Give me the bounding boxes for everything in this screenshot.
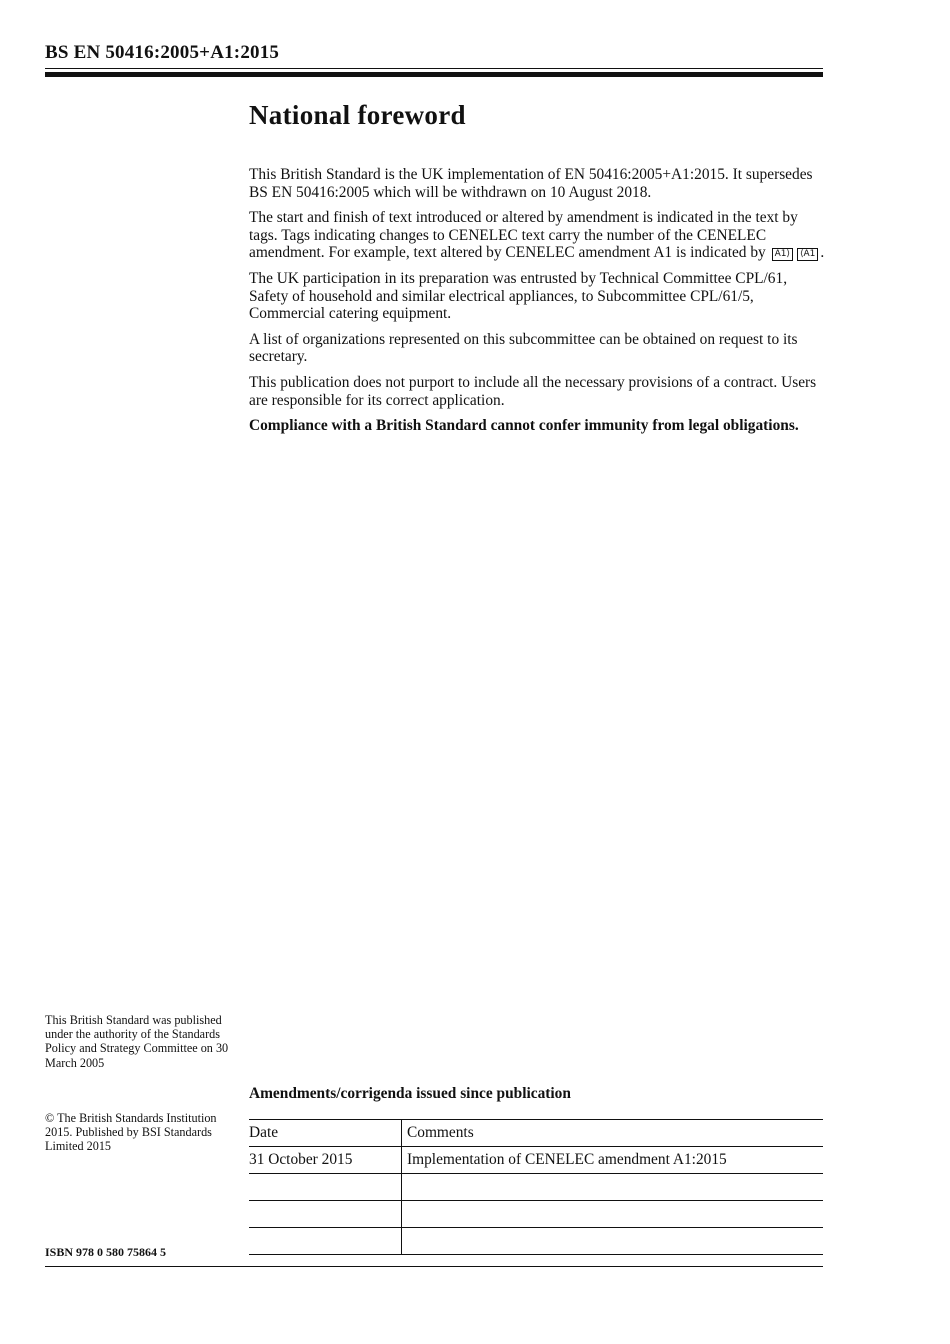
amendment-date xyxy=(249,1228,402,1255)
paragraph-committee: The UK participation in its preparation was entrusted by Technical Committee CPL/61, Safety of household and similar electrical appliances, to Subcommittee CPL/61/5, Commercial catering equipment. xyxy=(249,269,788,323)
footer-rule xyxy=(45,1266,823,1267)
amendment-comment xyxy=(402,1174,824,1201)
table-row xyxy=(249,1228,823,1255)
column-header-comments: Comments xyxy=(402,1120,824,1147)
column-header-date: Date xyxy=(249,1120,402,1147)
amendment-close-tag: ⟨A1 xyxy=(797,248,818,261)
table-row xyxy=(249,1174,823,1201)
page-title: National foreword xyxy=(249,100,466,130)
paragraph-amendment-tags-end: . xyxy=(820,244,825,262)
amendments-table xyxy=(249,1119,823,1255)
table-row xyxy=(249,1201,823,1228)
header-rule-thick xyxy=(45,72,823,77)
paragraph-compliance: Compliance with a British Standard cannot confer immunity from legal obligations. xyxy=(249,417,799,435)
copyright-note: © The British Standards Institution 2015. Published by BSI Standards Limited 2015 xyxy=(45,1111,217,1154)
amendment-date xyxy=(249,1201,402,1228)
amendment-date: 31 October 2015 xyxy=(249,1147,402,1174)
paragraph-organizations: A list of organizations represented on this subcommittee can be obtained on request to its secretary. xyxy=(249,330,798,366)
table-row xyxy=(249,1147,823,1174)
paragraph-amendment-tags xyxy=(249,209,829,262)
amendments-heading: Amendments/corrigenda issued since publication xyxy=(249,1085,571,1102)
table-header-row xyxy=(249,1120,823,1147)
amendment-comment xyxy=(402,1228,824,1255)
isbn: ISBN 978 0 580 75864 5 xyxy=(45,1245,167,1259)
publication-note: This British Standard was published under the authority of the Standards Policy and Strategy Committee on 30 March 2005 xyxy=(45,1013,229,1070)
amendment-comment: Implementation of CENELEC amendment A1:2015 xyxy=(402,1147,824,1174)
amendment-date xyxy=(249,1174,402,1201)
header-rule-thin xyxy=(45,68,823,69)
paragraph-implementation: This British Standard is the UK implementation of EN 50416:2005+A1:2015. It supersedes BS EN 50416:2005 which will be withdrawn on 10 August 2018. xyxy=(249,166,813,201)
standard-id: BS EN 50416:2005+A1:2015 xyxy=(45,42,280,63)
paragraph-contract: This publication does not purport to include all the necessary provisions of a contract. Users are responsible for its correct application. xyxy=(249,373,817,409)
paragraph-amendment-tags-text: The start and finish of text introduced or altered by amendment is indicated in the text by tags. Tags indicating changes to CENELEC text carry the number of the CENELEC amendment. For example, text altered by CENELEC amendment A1 is indicated by xyxy=(249,209,798,262)
amendment-open-tag: A1⟩ xyxy=(772,248,793,261)
foreword-body xyxy=(249,166,829,443)
amendment-comment xyxy=(402,1201,824,1228)
